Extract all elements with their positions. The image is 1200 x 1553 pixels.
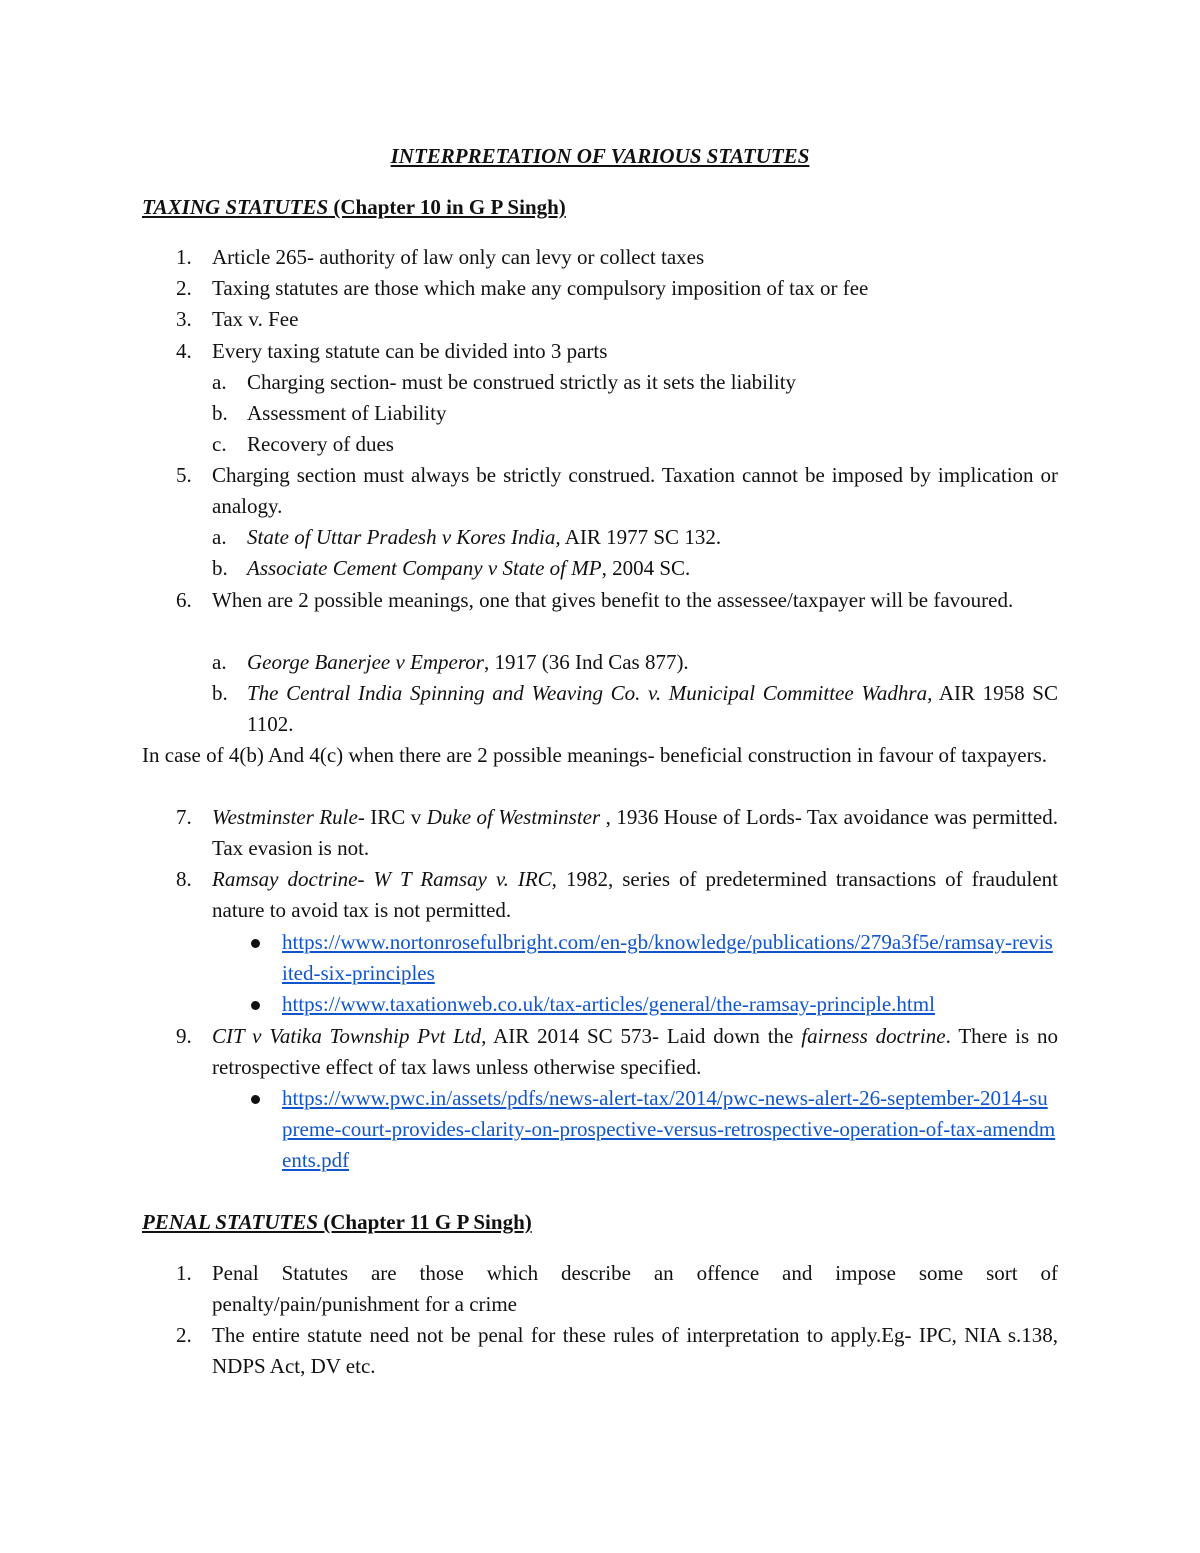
- list-item-text: Taxing statutes are those which make any compulsory imposition of tax or fee: [212, 276, 869, 300]
- sub-list-item: [212, 367, 1058, 398]
- list-item-text: AIR 2014 SC 573- Laid down the: [486, 1024, 802, 1048]
- list-item-text: Tax v. Fee: [212, 307, 299, 331]
- list-number: 3.: [176, 307, 192, 331]
- reference-link[interactable]: https://www.pwc.in/assets/pdfs/news-alert-tax/2014/pwc-news-alert-26-september-2014-supreme-court-provides-clarity-on-prospective-versus-retrospective-operation-of-tax-amendments.pdf: [282, 1086, 1056, 1172]
- case-name: Associate Cement Company v State of MP: [247, 556, 602, 580]
- list-item-text: Every taxing statute can be divided into 3 parts: [212, 339, 608, 363]
- sub-list-text: Assessment of Liability: [247, 401, 447, 425]
- list-number: 1.: [176, 245, 192, 269]
- doctrine-name: fairness doctrine: [801, 1024, 946, 1048]
- list-item-text: Penal Statutes are those which describe an offence and impose some sort of penalty/pain/punishment for a crime: [212, 1261, 1058, 1316]
- list-number: 5.: [176, 463, 192, 487]
- bullet-dot: [251, 1095, 260, 1104]
- list-number: 7.: [176, 805, 192, 829]
- sub-list-item: [212, 647, 1058, 678]
- list-item-text: , 1936 House of Lords- Tax avoidance was permitted. Tax evasion is not.: [212, 805, 1058, 860]
- doctrine-name: Ramsay doctrine- W T Ramsay v. IRC,: [212, 867, 557, 891]
- case-citation: AIR 1958 SC 1102.: [247, 681, 1058, 736]
- sub-list-letter: b.: [212, 681, 228, 705]
- sub-list-letter: c.: [212, 432, 227, 456]
- list-item: [176, 1258, 1058, 1320]
- sub-list-item: [212, 678, 1058, 740]
- sub-list-text: Recovery of dues: [247, 432, 394, 456]
- bullet-dot: [251, 1001, 260, 1010]
- list-item: [176, 802, 1058, 864]
- list-number: 9.: [176, 1024, 192, 1048]
- list-number: 8.: [176, 867, 192, 891]
- list-item: [176, 460, 1058, 522]
- list-number: 4.: [176, 339, 192, 363]
- sub-list-letter: b.: [212, 556, 228, 580]
- list-number: 2.: [176, 276, 192, 300]
- case-name: The Central India Spinning and Weaving Co. v. Municipal Committee Wadhra,: [247, 681, 933, 705]
- list-item-text: The entire statute need not be penal for these rules of interpretation to apply.Eg- IPC, NIA s.138, NDPS Act, DV etc.: [212, 1323, 1058, 1378]
- page-title: INTERPRETATION OF VARIOUS STATUTES: [390, 144, 810, 168]
- sub-list-letter: a.: [212, 650, 227, 674]
- list-item-text: - IRC v: [357, 805, 427, 829]
- rule-name: Westminster Rule: [212, 805, 358, 829]
- reference-link[interactable]: https://www.taxationweb.co.uk/tax-articles/general/the-ramsay-principle.html: [282, 992, 935, 1016]
- taxing-heading-chapter: (Chapter 10 in G P Singh): [328, 195, 566, 219]
- list-item-text: 1982, series of predetermined transactions of fraudulent nature to avoid tax is not permitted.: [212, 867, 1058, 922]
- list-item: [176, 864, 1058, 926]
- case-name: CIT v Vatika Township Pvt Ltd,: [212, 1024, 487, 1048]
- bullet-item: [282, 1083, 1058, 1176]
- list-item: [176, 1320, 1058, 1382]
- list-item-text: When are 2 possible meanings, one that gives benefit to the assessee/taxpayer will be favoured.: [212, 588, 1014, 612]
- sub-list-item: [212, 553, 1058, 584]
- sub-list-letter: a.: [212, 370, 227, 394]
- list-item: [176, 336, 1058, 367]
- list-item-text: Article 265- authority of law only can levy or collect taxes: [212, 245, 705, 269]
- list-item-text: Charging section must always be strictly construed. Taxation cannot be imposed by implication or analogy.: [212, 463, 1058, 518]
- list-item: [176, 1021, 1058, 1083]
- sub-list-item: [212, 429, 1058, 460]
- note-paragraph: In case of 4(b) And 4(c) when there are 2 possible meanings- beneficial construction in favour of taxpayers.: [142, 743, 1048, 767]
- bullet-item: [282, 927, 1058, 989]
- sub-list-item: [212, 398, 1058, 429]
- sub-list-item: [212, 522, 1058, 553]
- sub-list-text: Charging section- must be construed strictly as it sets the liability: [247, 370, 797, 394]
- section-heading-taxing: [142, 192, 566, 223]
- list-number: 1.: [176, 1261, 192, 1285]
- reference-link[interactable]: https://www.nortonrosefulbright.com/en-gb/knowledge/publications/279a3f5e/ramsay-revisited-six-principles: [282, 930, 1053, 985]
- list-item-text: . There is no retrospective effect of tax laws unless otherwise specified.: [212, 1024, 1058, 1079]
- list-item: [176, 242, 1058, 273]
- section-heading-penal: [142, 1207, 532, 1238]
- case-citation: AIR 1977 SC 132.: [560, 525, 722, 549]
- list-item: [176, 304, 1058, 335]
- taxing-heading-label: TAXING STATUTES: [142, 195, 329, 219]
- list-item: [176, 585, 1058, 616]
- bullet-dot: [251, 939, 260, 948]
- case-citation: , 1917 (36 Ind Cas 877).: [483, 650, 689, 674]
- list-item: [176, 273, 1058, 304]
- sub-list-letter: b.: [212, 401, 228, 425]
- sub-list-letter: a.: [212, 525, 227, 549]
- case-citation: , 2004 SC.: [601, 556, 691, 580]
- case-name: State of Uttar Pradesh v Kores India,: [247, 525, 561, 549]
- list-number: 2.: [176, 1323, 192, 1347]
- case-name: Duke of Westminster: [426, 805, 601, 829]
- penal-heading-chapter: (Chapter 11 G P Singh): [318, 1210, 532, 1234]
- bullet-item: [282, 989, 1058, 1020]
- penal-heading-label: PENAL STATUTES: [142, 1210, 319, 1234]
- list-number: 6.: [176, 588, 192, 612]
- case-name: George Banerjee v Emperor: [247, 650, 484, 674]
